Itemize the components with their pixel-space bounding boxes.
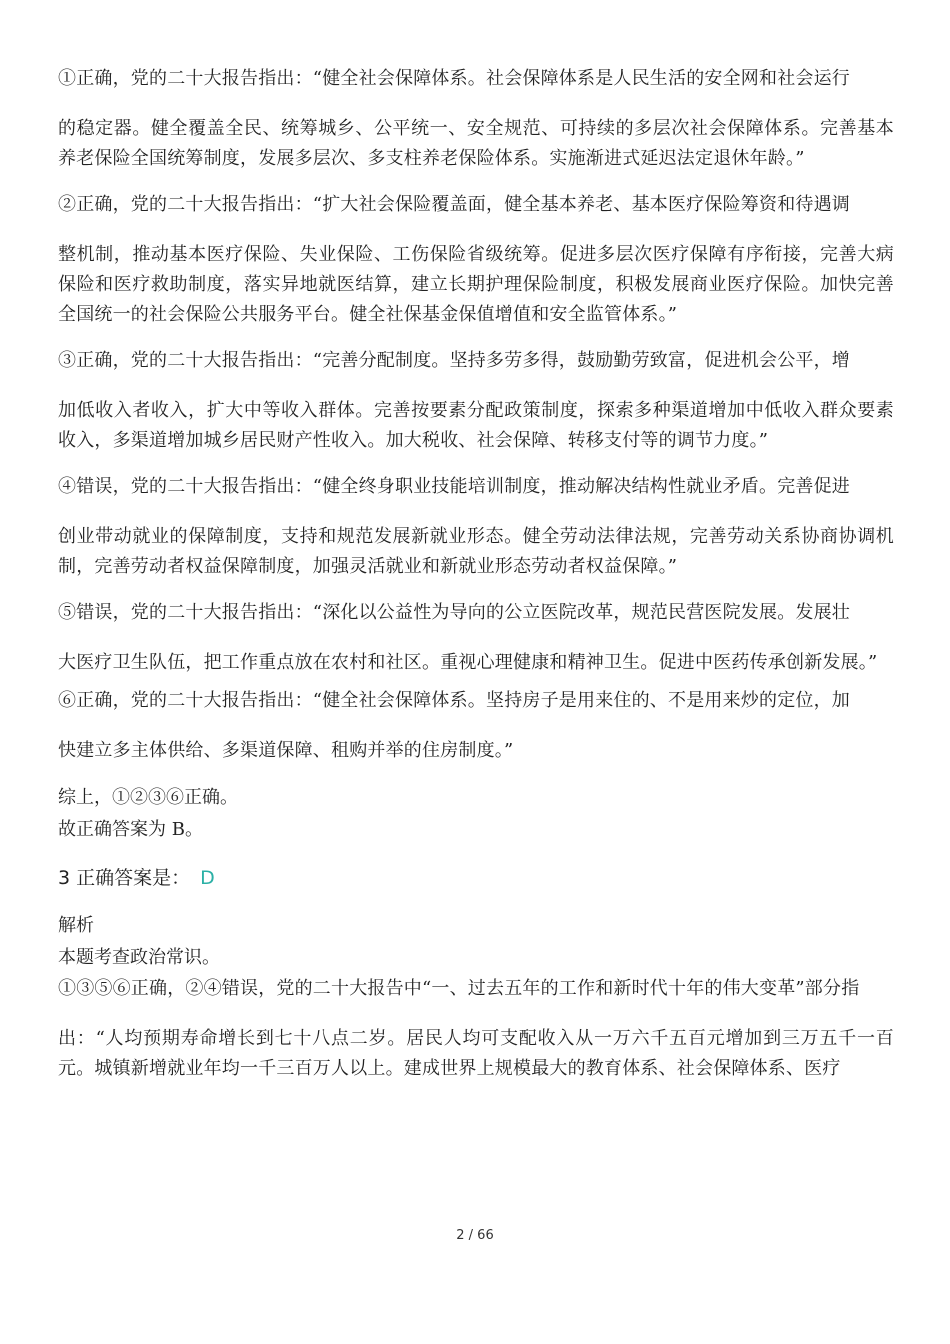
statement-6	[58, 686, 894, 766]
statement-3-line: ③正确，党的二十大报告指出：“完善分配制度。坚持多劳多得，鼓励勤劳致富，促进机会公平，增	[58, 350, 850, 371]
statement-4-rest: 创业带动就业的保障制度，支持和规范发展新就业形态。健全劳动法律法规，完善劳动关系协商协调机制，完善劳动者权益保障制度，加强灵活就业和新就业形态劳动者权益保障。”	[58, 526, 894, 577]
answer-value: D	[200, 867, 215, 889]
statement-3-rest: 加低收入者收入，扩大中等收入群体。完善按要素分配政策制度，探索多种渠道增加中低收入群众要素收入，多渠道增加城乡居民财产性收入。加大税收、社会保障、转移支付等的调节力度。”	[58, 400, 894, 451]
statement-5-rest: 大医疗卫生队伍，把工作重点放在农村和社区。重视心理健康和精神卫生。促进中医药传承创新发展。”	[58, 652, 878, 673]
statement-2-line: ②正确，党的二十大报告指出：“扩大社会保险覆盖面，健全基本养老、基本医疗保险筹资和待遇调	[58, 194, 850, 215]
statement-5	[58, 598, 894, 678]
analysis-paragraph	[58, 974, 894, 1084]
answer-prefix: 3 正确答案是：	[58, 867, 191, 889]
analysis-intro: 本题考查政治常识。	[58, 947, 220, 968]
statement-1-line: ①正确，党的二十大报告指出：“健全社会保障体系。社会保障体系是人民生活的安全网和社会运行	[58, 68, 850, 89]
analysis-paragraph-line: ①③⑤⑥正确，②④错误，党的二十大报告中“一、过去五年的工作和新时代十年的伟大变革”部分指	[58, 978, 860, 999]
document-body	[58, 64, 894, 1084]
statement-4	[58, 472, 894, 582]
page-number: 2 / 66	[456, 1228, 494, 1243]
summary-text: 综上，①②③⑥正确。	[58, 787, 238, 808]
statement-2-rest: 整机制，推动基本医疗保险、失业保险、工伤保险省级统筹。促进多层次医疗保障有序衔接，完善大病保险和医疗救助制度，落实异地就医结算，建立长期护理保险制度，积极发展商业医疗保险。加快完善全国统一的社会保险公共服务平台。健全社保基金保值增值和安全监管体系。”	[58, 244, 894, 325]
statement-1-rest: 的稳定器。健全覆盖全民、统筹城乡、公平统一、安全规范、可持续的多层次社会保障体系。完善基本养老保险全国统筹制度，发展多层次、多支柱养老保险体系。实施渐进式延迟法定退休年龄。”	[58, 118, 894, 169]
answer-line	[58, 862, 894, 894]
statement-5-line: ⑤错误，党的二十大报告指出：“深化以公益性为导向的公立医院改革，规范民营医院发展。发展壮	[58, 602, 850, 623]
analysis-heading: 解析	[58, 915, 94, 936]
statement-4-line: ④错误，党的二十大报告指出：“健全终身职业技能培训制度，推动解决结构性就业矛盾。完善促进	[58, 476, 850, 497]
statement-6-line: ⑥正确，党的二十大报告指出：“健全社会保障体系。坚持房子是用来住的、不是用来炒的定位，加	[58, 690, 850, 711]
statement-2	[58, 190, 894, 330]
statement-3	[58, 346, 894, 456]
conclusion-text: 故正确答案为 B。	[58, 819, 203, 840]
statement-1	[58, 64, 894, 174]
analysis-paragraph-rest: 出：“人均预期寿命增长到七十八点二岁。居民人均可支配收入从一万六千五百元增加到三万五千一百元。城镇新增就业年均一千三百万人以上。建成世界上规模最大的教育体系、社会保障体系、医疗	[58, 1028, 894, 1079]
statement-6-rest: 快建立多主体供给、多渠道保障、租购并举的住房制度。”	[58, 740, 514, 761]
